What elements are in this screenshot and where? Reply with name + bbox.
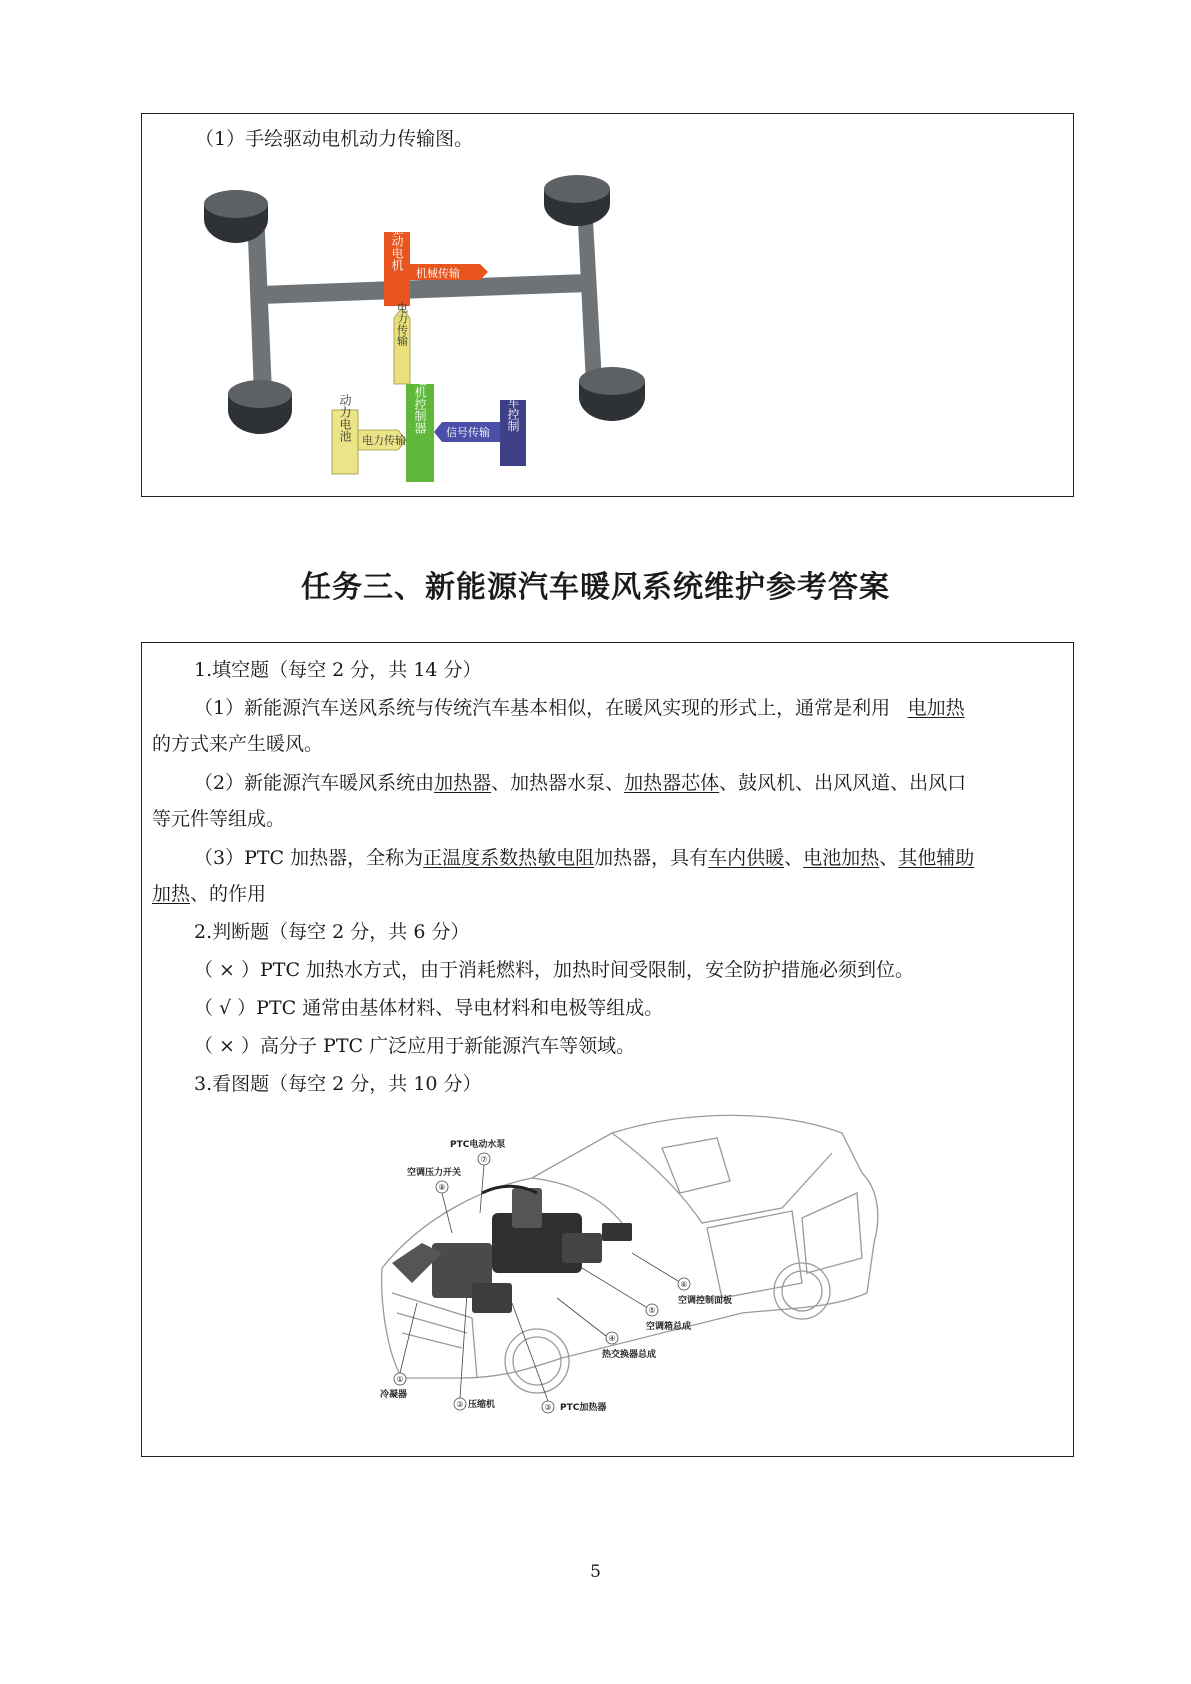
q1-p3-sep2: 、 xyxy=(879,847,899,869)
wheel-front-right xyxy=(544,175,610,226)
callout-5-num: ⑤ xyxy=(648,1306,656,1315)
q2-item-2: （ √ ）PTC 通常由基体材料、导电材料和电极等组成。 xyxy=(194,997,664,1019)
signal-label: 信号传输 xyxy=(446,426,490,439)
controller-label: 驱动电机控制器 xyxy=(413,350,427,434)
q1-p3-answer1: 正温度系数热敏电阻 xyxy=(423,847,595,869)
q1-p1-blank: 电加热 xyxy=(907,697,965,719)
callout-7-num: ⑦ xyxy=(480,1155,488,1164)
q1-p3-post: 、的作用 xyxy=(190,883,267,905)
q1-p1-line1 xyxy=(194,695,982,721)
engine-bay xyxy=(392,1186,632,1313)
q1-p2-mid: 、加热器水泵、 xyxy=(491,772,625,794)
callout-4 xyxy=(557,1298,656,1360)
q3-heading: 3.看图题（每空 2 分，共 10 分） xyxy=(194,1073,482,1095)
callout-4-label: 热交换器总成 xyxy=(602,1350,657,1360)
callout-7-label: PTC电动水泵 xyxy=(450,1140,506,1150)
mech-label: 机械传输 xyxy=(416,267,460,280)
q1-p2-answer1: 加热器 xyxy=(434,772,492,794)
callout-8-label: 空调压力开关 xyxy=(407,1168,462,1178)
power-transmission-diagram xyxy=(192,152,712,492)
page-number: 5 xyxy=(590,1562,601,1582)
callout-8 xyxy=(407,1166,461,1233)
power-up-label: 电力传输 xyxy=(395,302,409,346)
q1-p3-answer5: 加热 xyxy=(152,883,191,905)
callout-6-label: 空调控制面板 xyxy=(678,1296,733,1306)
q1-p1-line2: 的方式来产生暖风。 xyxy=(152,733,324,755)
callout-3-label: PTC加热器 xyxy=(560,1403,607,1413)
page-title: 任务三、新能源汽车暖风系统维护参考答案 xyxy=(301,570,890,605)
q1-p3-pre: （3）PTC 加热器，全称为 xyxy=(194,847,424,869)
power-left-label: 电力传输 xyxy=(362,434,406,447)
callout-6-num: ⑥ xyxy=(680,1280,688,1289)
q1-heading: 1.填空题（每空 2 分，共 14 分） xyxy=(194,659,482,681)
q1-p2-line1 xyxy=(194,770,966,796)
callout-1-num: ① xyxy=(396,1375,404,1384)
callout-6 xyxy=(632,1253,732,1306)
callout-2-label: 压缩机 xyxy=(468,1400,496,1410)
q1-p3-line1 xyxy=(194,845,974,871)
callout-1-label: 冷凝器 xyxy=(380,1390,408,1400)
q1-p2-post: 、鼓风机、出风风道、出风口 xyxy=(719,772,967,794)
callout-8-num: ⑧ xyxy=(438,1183,446,1192)
q1-p2-pre: （2）新能源汽车暖风系统由 xyxy=(194,772,435,794)
vcu-label: 整车控制 xyxy=(506,384,520,432)
drive-motor-label: 驱动电机 xyxy=(390,223,404,271)
callout-3 xyxy=(512,1303,606,1413)
q1-p3-sep1: 、 xyxy=(784,847,804,869)
q1-p3-line2 xyxy=(152,881,266,907)
answer-box xyxy=(141,642,1074,1457)
q1-p3-answer4: 其他辅助 xyxy=(898,847,975,869)
q2-item-1: （ × ）PTC 加热水方式，由于消耗燃料，加热时间受限制，安全防护措施必须到位。 xyxy=(194,959,915,981)
callout-3-num: ③ xyxy=(544,1403,552,1412)
wheel-rear-left xyxy=(228,380,292,434)
q1-p3-answer3: 电池加热 xyxy=(803,847,880,869)
diagram-caption: （1）手绘驱动电机动力传输图。 xyxy=(195,128,474,150)
q2-item-3: （ × ）高分子 PTC 广泛应用于新能源汽车等领域。 xyxy=(194,1035,636,1057)
diagram-box xyxy=(141,113,1074,497)
q1-p3-answer2: 车内供暖 xyxy=(708,847,785,869)
wheel-rear-right xyxy=(579,367,645,421)
q1-p2-answer2: 加热器芯体 xyxy=(624,772,720,794)
battery-label: 动力电池 xyxy=(338,394,352,442)
q1-p1-text-a: （1）新能源汽车送风系统与传统汽车基本相似，在暖风实现的形式上，通常是利用 xyxy=(194,697,891,719)
callout-2-num: ② xyxy=(456,1400,464,1409)
car-hvac-diagram xyxy=(362,1093,902,1423)
q1-p2-line2: 等元件等组成。 xyxy=(152,808,286,830)
q2-heading: 2.判断题（每空 2 分，共 6 分） xyxy=(194,921,470,943)
callout-4-num: ④ xyxy=(608,1334,616,1343)
callout-5-label: 空调箱总成 xyxy=(646,1322,692,1332)
q1-p3-mid: 加热器，具有 xyxy=(594,847,709,869)
callout-5 xyxy=(582,1268,691,1332)
wheel-front-left xyxy=(204,190,268,243)
